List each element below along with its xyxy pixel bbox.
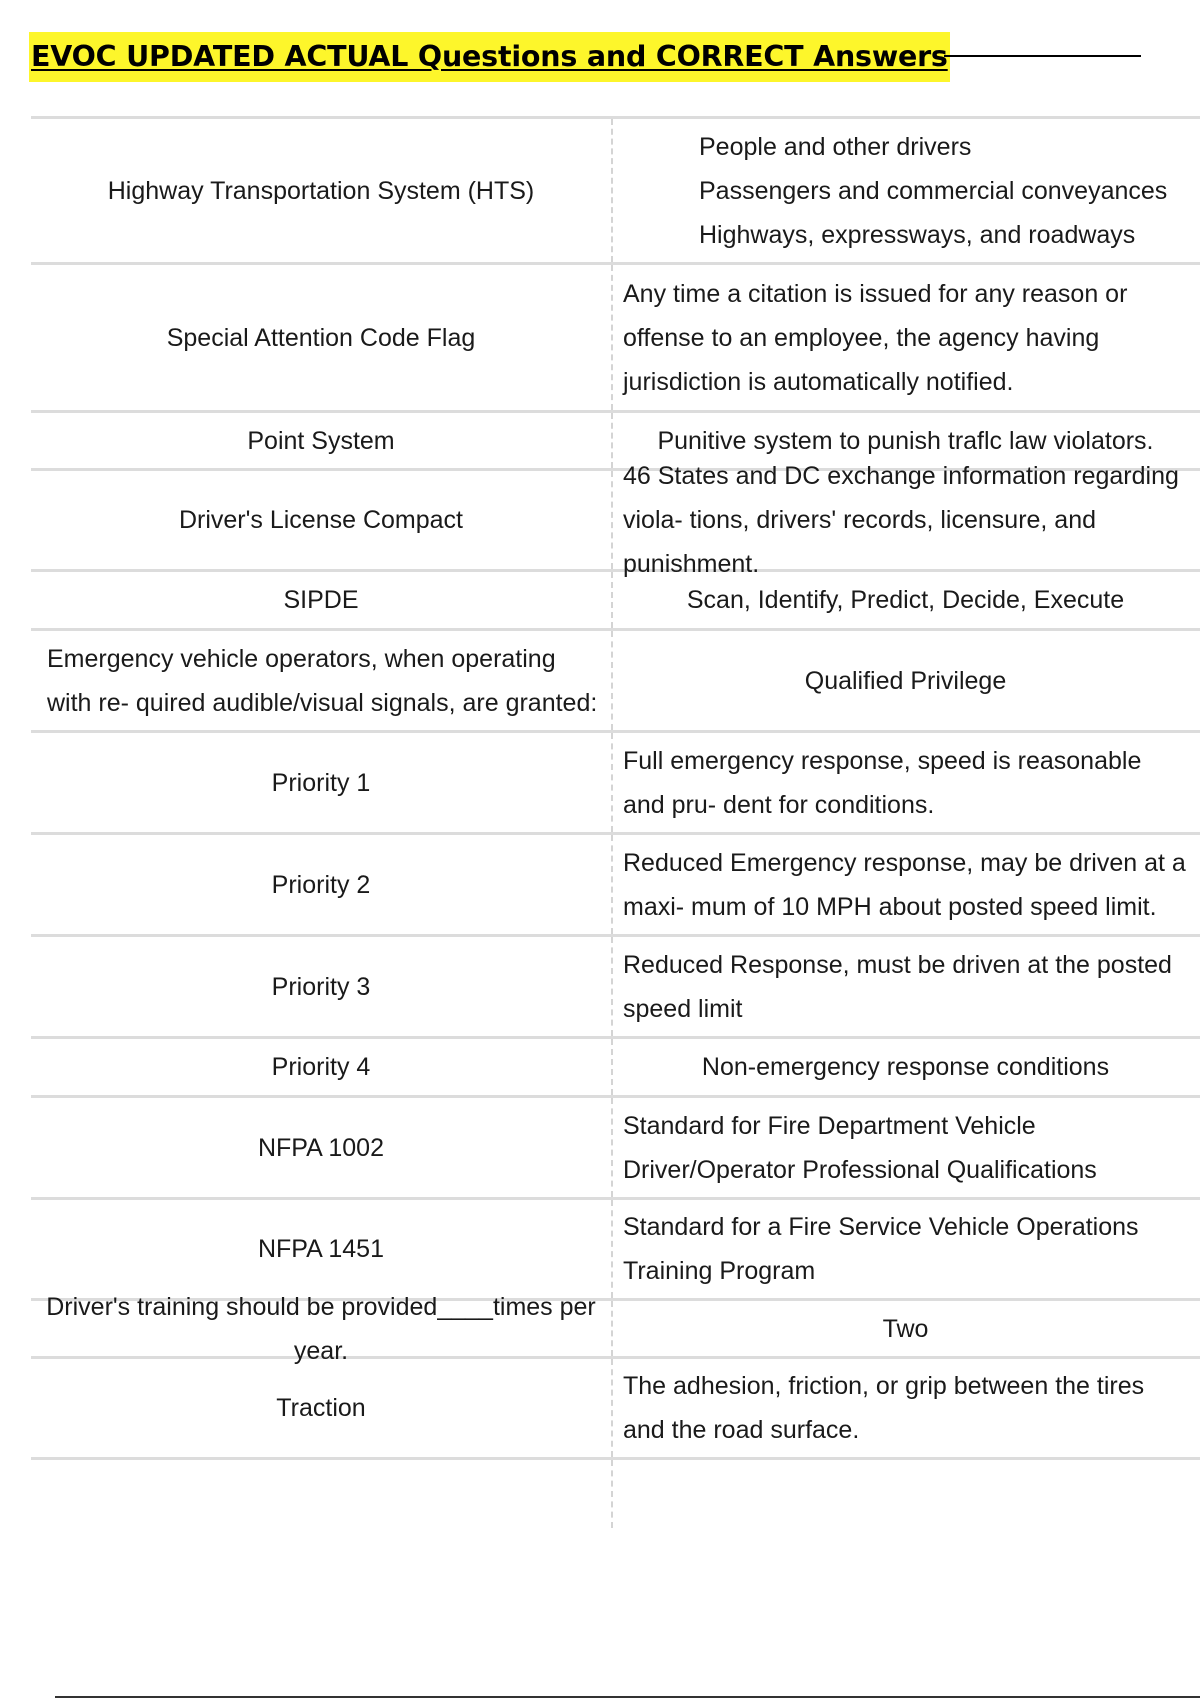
term-cell: Point System <box>31 413 613 468</box>
term-cell: SIPDE <box>31 572 613 628</box>
definition-cell: 46 States and DC exchange information regarding viola- tions, drivers' records, licensure, and punishment. <box>623 462 1179 578</box>
table-row <box>31 730 1200 832</box>
term-cell: Driver's training should be provided____times per year. <box>31 1301 613 1356</box>
table-row <box>31 832 1200 934</box>
title-underline-rule <box>944 55 1141 57</box>
term-cell: Highway Transportation System (HTS) <box>31 119 613 262</box>
footer-rule <box>55 1696 1200 1698</box>
table-row <box>31 934 1200 1036</box>
qa-table <box>31 116 1200 1528</box>
page-header <box>29 32 1141 82</box>
table-row <box>31 1095 1200 1197</box>
definition-cell <box>613 119 1200 262</box>
term-cell: Priority 2 <box>31 835 613 934</box>
term-cell: Traction <box>31 1359 613 1457</box>
definition-cell: Scan, Identify, Predict, Decide, Execute <box>686 586 1125 614</box>
term-cell: Driver's License Compact <box>31 471 613 569</box>
table-row <box>31 462 1200 578</box>
term-cell: NFPA 1451 <box>31 1200 613 1298</box>
definition-cell: Punitive system to punish traflc law violators. <box>657 426 1154 455</box>
definition-line: People and other drivers <box>699 132 972 161</box>
definition-cell: Qualified Privilege <box>804 666 1007 695</box>
term-cell: NFPA 1002 <box>31 1098 613 1197</box>
term-cell: Priority 3 <box>31 937 613 1036</box>
definition-cell: The adhesion, friction, or grip between the tires and the road surface. <box>623 1372 1145 1444</box>
term-cell: Priority 1 <box>31 733 613 832</box>
empty-term-cell <box>31 1460 613 1528</box>
empty-table-row <box>31 1460 1200 1528</box>
table-row <box>31 1036 1200 1095</box>
definition-cell: Any time a citation is issued for any reason or offense to an employee, the agency having jurisdiction is automatically notified. <box>623 279 1128 396</box>
term-cell: Priority 4 <box>31 1039 613 1095</box>
definition-cell: Non-emergency response conditions <box>701 1053 1110 1081</box>
definition-cell: Reduced Response, must be driven at the posted speed limit <box>623 950 1172 1023</box>
definition-cell: Reduced Emergency response, may be driven at a maxi- mum of 10 MPH about posted speed limit. <box>623 848 1186 921</box>
term-cell: Emergency vehicle operators, when operating with re- quired audible/visual signals, are granted: <box>31 631 613 730</box>
table-row <box>31 628 1200 730</box>
empty-definition-cell <box>613 1460 1200 1528</box>
table-row <box>31 569 1200 628</box>
definition-line: Passengers and commercial conveyances <box>699 176 1168 205</box>
table-row <box>31 116 1200 262</box>
page-title: EVOC UPDATED ACTUAL Questions and CORRECT Answers <box>29 32 950 82</box>
table-row <box>31 1356 1200 1460</box>
table-row <box>31 1197 1200 1298</box>
definition-cell: Two <box>882 1314 929 1343</box>
definition-line: Highways, expressways, and roadways <box>699 220 1136 249</box>
table-row <box>31 1292 1200 1365</box>
table-row <box>31 262 1200 410</box>
definition-cell: Standard for a Fire Service Vehicle Operations Training Program <box>623 1213 1139 1285</box>
definition-cell: Full emergency response, speed is reasonable and pru- dent for conditions. <box>623 746 1142 819</box>
definition-cell: Standard for Fire Department Vehicle Driver/Operator Professional Qualifications <box>623 1111 1097 1184</box>
term-cell: Special Attention Code Flag <box>31 265 613 410</box>
